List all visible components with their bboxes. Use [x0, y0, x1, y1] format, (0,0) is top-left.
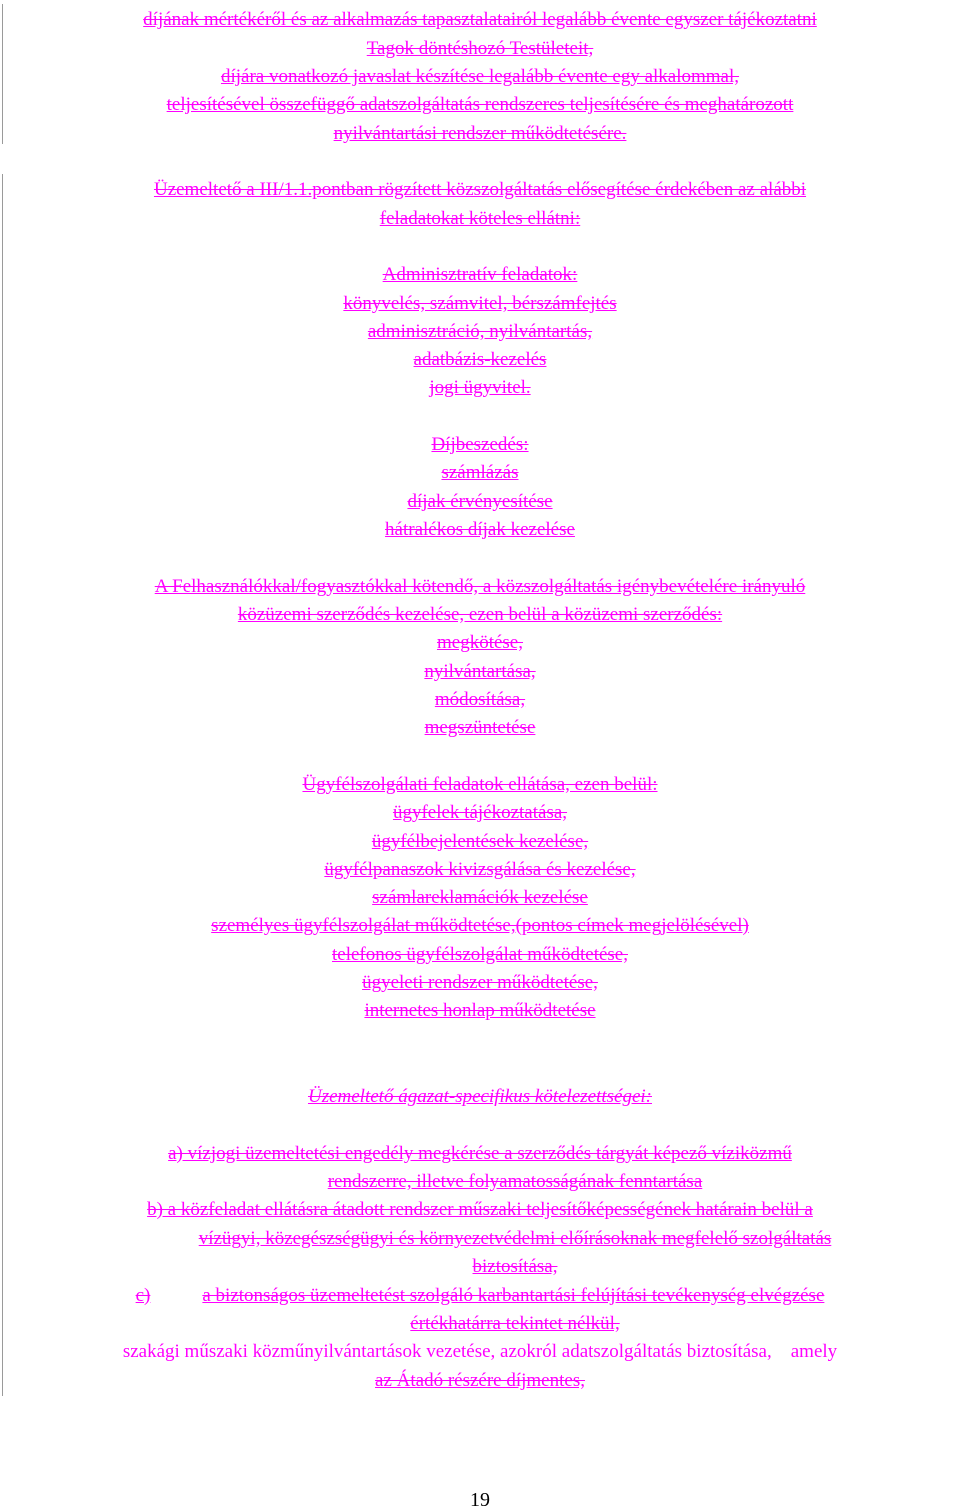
list-item: könyvelés, számvitel, bérszámfejtés — [343, 293, 617, 314]
list-item: ügyfélpanaszok kivizsgálása és kezelése, — [324, 859, 636, 880]
list-item-b-cont — [0, 1255, 960, 1279]
list-item: megkötése, — [436, 632, 523, 653]
list-item: ügyeleti rendszer működtetése, — [362, 972, 598, 993]
list-item-b: b) a közfeladat ellátásra átadott rendszer műszaki teljesítőképességének határain belül a — [147, 1199, 813, 1220]
text-line: értékhatárra tekintet nélkül, — [410, 1313, 620, 1334]
list-item: hátralékos díjak kezelése — [385, 519, 575, 540]
list-item: díjak érvényesítése — [407, 491, 553, 512]
list-item-b-cont — [0, 1227, 960, 1251]
text-line: biztosítása, — [472, 1256, 558, 1277]
list-item: telefonos ügyfélszolgálat működtetése, — [332, 944, 628, 965]
text-line: vízügyi, közegészségügyi és környezetvédelmi előírásoknak megfelelő szolgáltatás — [198, 1228, 832, 1249]
text-line: A Felhasználókkal/fogyasztókkal kötendő, a közszolgáltatás igénybevételére irányuló — [154, 576, 806, 597]
list-item: ügyfelek tájékoztatása, — [392, 802, 568, 823]
text-line: teljesítésével összefüggő adatszolgáltatás rendszeres teljesítésére és meghatározott — [166, 94, 794, 115]
text-line: díjának mértékéről és az alkalmazás tapasztalatairól legalább évente egyszer tájékoztatni — [143, 9, 817, 30]
text-line: nyilvántartási rendszer működtetésére. — [333, 123, 627, 144]
list-item: módosítása, — [434, 689, 526, 710]
list-item-c — [0, 1284, 960, 1308]
text-line: Üzemeltető a III/1.1.pontban rögzített közszolgáltatás elősegítése érdekében az alábbi — [153, 179, 807, 200]
list-item-d — [0, 1340, 960, 1364]
list-item-a-cont — [0, 1170, 960, 1194]
text-line: Tagok döntéshozó Testületeit, — [366, 38, 594, 59]
list-item: megszüntetése — [424, 717, 536, 738]
list-item: adminisztráció, nyilvántartás, — [367, 321, 593, 342]
text-line: rendszerre, illetve folyamatosságának fenntartása — [327, 1171, 703, 1192]
list-label-c: c) — [135, 1285, 151, 1306]
list-item: ügyfélbejelentések kezelése, — [371, 831, 589, 852]
text-line: a biztonságos üzemeltetést szolgáló karbantartási felújítási tevékenység elvégzése — [202, 1285, 825, 1306]
list-item: számlázás — [441, 462, 519, 483]
section-heading-sector: Üzemeltető ágazat-specifikus kötelezettségei: — [307, 1086, 652, 1107]
list-item-c-cont — [0, 1312, 960, 1336]
section-heading-customer: Ügyfélszolgálati feladatok ellátása, ezen belül: — [302, 774, 658, 795]
text-line: közüzemi szerződés kezelése, ezen belül a közüzemi szerződés: — [237, 604, 723, 625]
list-item: nyilvántartása, — [424, 661, 536, 682]
list-item: számlareklamációk kezelése — [372, 887, 588, 908]
section-heading-admin: Adminisztratív feladatok: — [382, 264, 578, 285]
list-item: személyes ügyfélszolgálat működtetése,(pontos címek megjelölésével) — [211, 915, 749, 936]
list-item: adatbázis-kezelés — [413, 349, 547, 370]
text-line: feladatokat köteles ellátni: — [379, 208, 581, 229]
page-number: 19 — [470, 1489, 490, 1511]
list-item-d-cont: az Átadó részére díjmentes, — [375, 1370, 585, 1391]
text-line: szakági műszaki közműnyilvántartások vezetése, azokról adatszolgáltatás biztosítása, amely — [122, 1341, 838, 1362]
text-line: díjára vonatkozó javaslat készítése legalább évente egy alkalommal, — [220, 66, 740, 87]
section-heading-billing: Díjbeszedés: — [431, 434, 529, 455]
list-item: internetes honlap működtetése — [364, 1000, 596, 1021]
list-item-a: a) vízjogi üzemeltetési engedély megkérése a szerződés tárgyát képező víziközmű — [168, 1143, 792, 1164]
list-item: jogi ügyvitel. — [429, 377, 531, 398]
